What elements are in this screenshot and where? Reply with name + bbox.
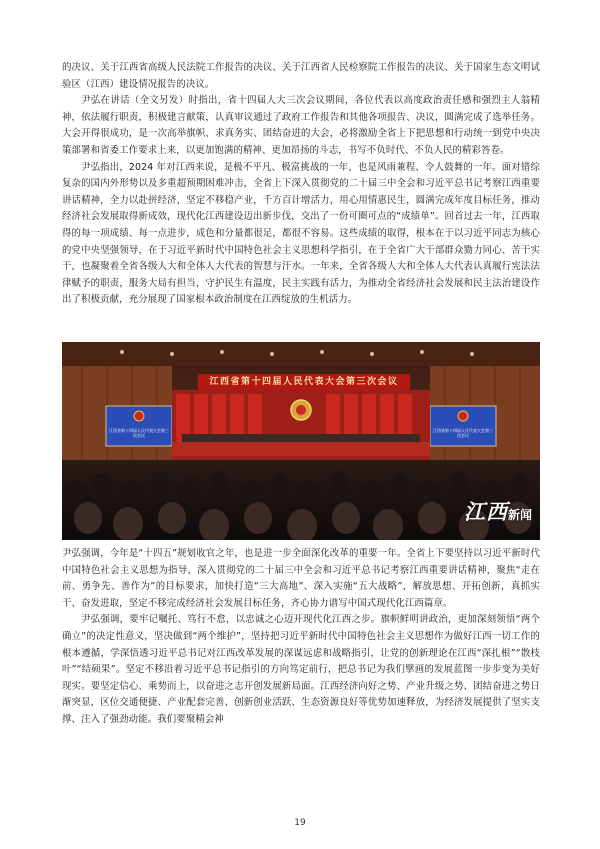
paragraph: 尹弘在讲话（全文另发）时指出，省十四届人大三次会议期间，各位代表以高度政治责任感和强烈主人翁精神，依法履行职责，积极建言献策，认真审议通过了政府工作报告和其他各项报告、决议，圆满完成了选举任务。大会开得很成功，是一次高举旗帜、求真务实、团结奋进的大会，必将激励全省上下把思想和行动统一到党中央决策部署和省委工作要求上来，以更加饱满的精神、更加昂扬的斗志，书写不负时代、不负人民的精彩答卷。 (62, 95, 540, 156)
right-screen-caption: 江西省第十四届人民代表大会第三次会议 (433, 428, 493, 438)
page-number: 19 (294, 818, 306, 828)
paragraph: 尹弘强调，要牢记嘱托、笃行不怠，以忠诚之心迈开现代化江西之步。旗帜鲜明讲政治，更加深刻领悟“两个确立”的决定性意义，坚决做到“两个维护”，坚持把习近平新时代中国特色社会主义思想作为做好江西一切工作的根本遵循，学深悟透习近平总书记对江西改革发展的深谋远虑和战略指引，让党的创新理论在江西“深扎根”“散枝叶”“结硕果”。坚定不移沿着习近平总书记指引的方向笃定前行，把总书记为我们擘画的发展蓝图一步步变为美好现实。要坚定信心、乘势而上，以奋进之志开创发展新局面。江西经济向好之势、产业升级之势、团结奋进之势日渐突显，区位交通便捷、产业配套完善、创新创业活跃、生态资源良好等优势加速释放，为经济发展提供了坚实支撑、注入了强劲动能。我们要聚精会神 (62, 614, 540, 725)
watermark-main-text: 江西 (463, 499, 508, 524)
text-block-top (62, 60, 540, 309)
jiangxi-news-watermark (464, 496, 532, 526)
congress-banner: 江西省第十四届人民代表大会第三次会议 (198, 374, 410, 390)
congress-hall-photo (62, 342, 540, 540)
text-block-bottom (62, 546, 540, 729)
paragraph: 尹弘指出，2024 年对江西来说，是极不平凡、极富挑战的一年，也是风雨兼程、令人鼓舞的一年。面对错综复杂的国内外形势以及多重超预期困难冲击，全省上下深入贯彻党的二十届三中全会和习近平总书记考察江西重要讲话精神，全力以赴拼经济，坚定不移稳产业，千方百计增活力，用心用情惠民生，圆满完成年度目标任务，推动经济社会发展取得新成效，现代化江西建设迈出新步伐，交出了一份可圈可点的“成绩单”。回首过去一年，江西取得的每一项成绩、每一点进步，成色和分量都很足，都很不容易。这些成绩的取得，根本在于以习近平同志为核心的党中央坚强领导，在于习近平新时代中国特色社会主义思想科学指引，在于全省广大干部群众勠力同心、苦干实干，也凝聚着全省各级人大和全体人大代表的智慧与汗水。一年来，全省各级人大和全体人大代表认真履行宪法法律赋予的职责，服务大局有担当，守护民生有温度，民主实践有活力，为推动全省经济社会发展和民主法治建设作出了积极贡献，充分展现了国家根本政治制度在江西绽放的生机活力。 (62, 161, 540, 306)
watermark-sub-text: 新闻 (507, 508, 532, 522)
paragraph: 尹弘强调，今年是“十四五”规划收官之年，也是进一步全面深化改革的重要一年。全省上下要坚持以习近平新时代中国特色社会主义思想为指导，深入贯彻党的二十届三中全会和习近平总书记考察江西重要讲话精神，聚焦“走在前、勇争先、善作为”的目标要求，加快打造“三大高地”、深入实施“五大战略”，解放思想、开拓创新，真抓实干、奋发进取，坚定不移完成经济社会发展目标任务，齐心协力谱写中国式现代化江西篇章。 (62, 548, 540, 609)
paragraph: 的决议、关于江西省高级人民法院工作报告的决议、关于江西省人民检察院工作报告的决议、关于国家生态文明试验区（江西）建设情况报告的决议。 (62, 62, 540, 90)
left-screen-caption: 江西省第十四届人民代表大会第三次会议 (109, 428, 169, 438)
